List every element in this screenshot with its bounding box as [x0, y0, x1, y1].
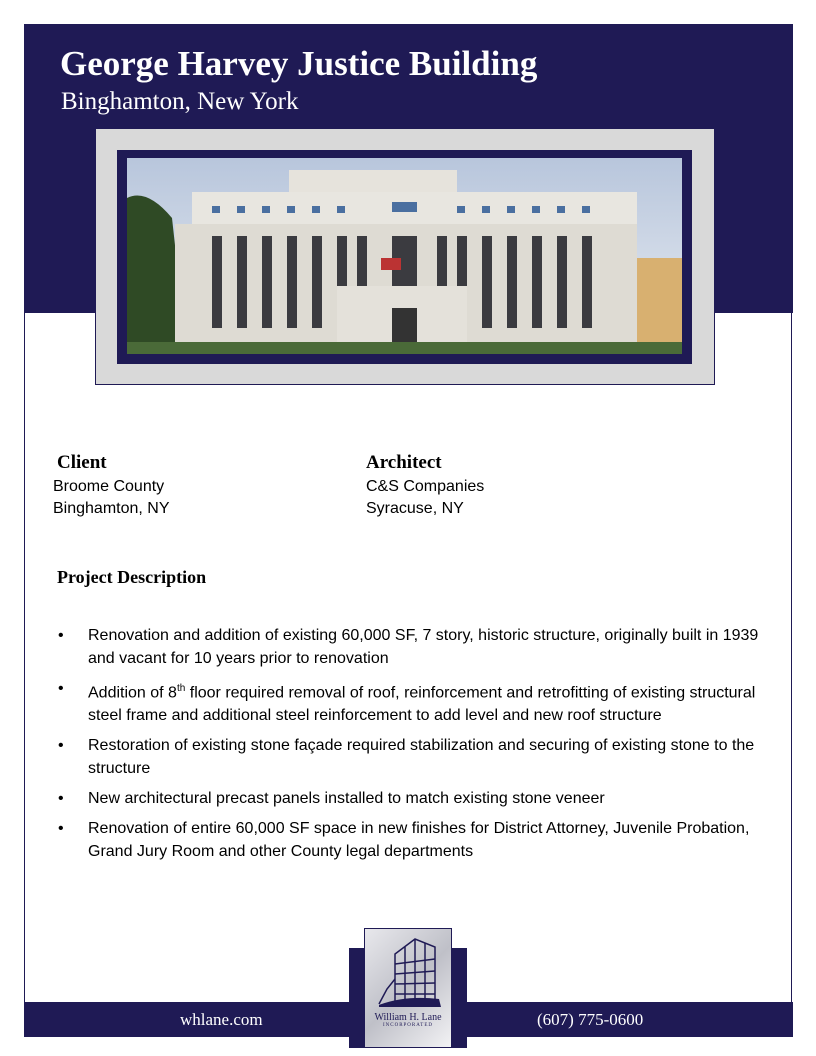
phone-number: (607) 775-0600: [537, 1010, 644, 1029]
list-item: • Renovation and addition of existing 60,000 SF, 7 story, historic structure, originally built in 1939 and vacant for 10 years prior to renovation: [58, 624, 778, 670]
website-link[interactable]: whlane.com: [180, 1010, 263, 1029]
superscript: th: [176, 683, 186, 694]
project-description-list: [58, 624, 778, 870]
list-item: • Restoration of existing stone façade required stabilization and securing of existing stone to the structure: [58, 734, 778, 780]
client-heading: Client: [57, 452, 107, 473]
client-name: Broome County: [53, 478, 165, 495]
client-location: Binghamton, NY: [53, 500, 170, 517]
list-item: • New architectural precast panels installed to match existing stone veneer: [58, 787, 778, 810]
building-photo: [127, 158, 682, 354]
building-logo-icon: [365, 929, 451, 1009]
list-item: [58, 677, 778, 727]
page-subtitle: Binghamton, New York: [61, 88, 299, 115]
architect-location: Syracuse, NY: [366, 500, 464, 517]
architect-heading: Architect: [366, 452, 442, 473]
text: floor required removal of roof, reinforcement and retrofitting of existing structural steel frame and additional steel reinforcement to add level and new roof structure: [88, 684, 756, 725]
list-item: • Renovation of entire 60,000 SF space in new finishes for District Attorney, Juvenile Probation, Grand Jury Room and other County legal departments: [58, 817, 778, 863]
text: Addition of 8: [88, 684, 177, 702]
project-description-heading: Project Description: [57, 567, 207, 587]
page-title: George Harvey Justice Building: [60, 44, 538, 83]
company-logo: [364, 928, 452, 1048]
logo-sub: INCORPORATED: [382, 1023, 434, 1028]
logo-name: William H. Lane: [374, 1012, 442, 1023]
architect-name: C&S Companies: [366, 478, 485, 495]
